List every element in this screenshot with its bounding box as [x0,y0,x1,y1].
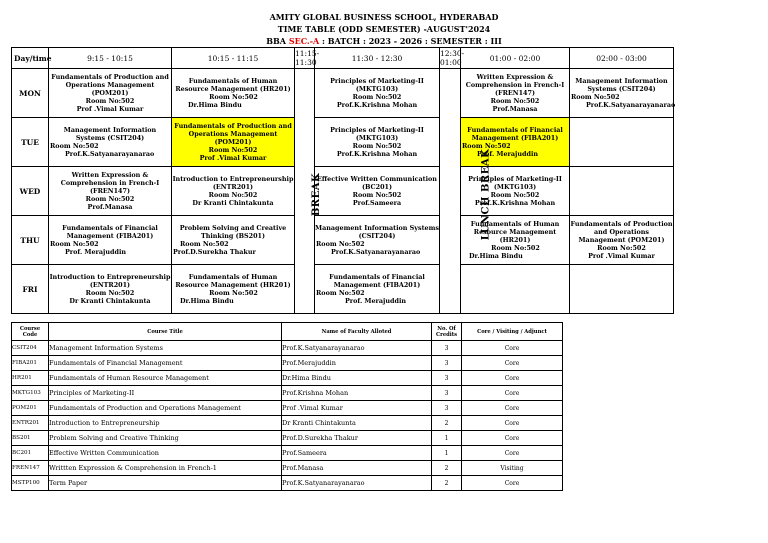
table-row [12,446,563,461]
col-header: Course Title [49,323,282,341]
course-type: Core [462,401,563,416]
table-row [12,431,563,446]
course-type: Core [462,371,563,386]
faculty-name: Prof.D.Surekha Thakur [282,431,432,446]
room: Room No:502 [462,142,511,150]
faculty: Prof .Vimal Kumar [76,105,144,113]
course-type: Core [462,386,563,401]
room: Room No:502 [180,240,229,248]
faculty-name: Dr Kranti Chintakunta [282,416,432,431]
class-cell [570,216,674,265]
course-title: Principles of Marketing-II (MKTG103) [330,77,424,93]
class-cell [461,69,570,118]
faculty: Prof.Manasa [87,203,133,211]
table-row [12,371,563,386]
day-row-thu [12,216,674,265]
col-header: No. Of Credits [432,323,462,341]
credits: 2 [432,461,462,476]
course-title: Introduction to Entrepreneurship (ENTR201) [49,273,171,289]
course-title: Fundamentals of Human Resource Management (HR201) [470,220,560,244]
course-title: Fundamentals of Financial Management [49,356,282,371]
course-code: BS201 [12,431,49,446]
day-row-tue [12,118,674,167]
class-cell [315,118,440,167]
room: Room No:502 [490,97,540,105]
course-code: BC201 [12,446,49,461]
room: Room No:502 [85,195,135,203]
faculty: Prof.K.Satyanarayanarao [65,150,155,158]
class-cell [49,69,172,118]
course-code: FREN147 [12,461,49,476]
course-table [11,322,563,491]
faculty: Prof.Manasa [492,105,538,113]
batch-info: : BATCH : 2023 - 2026 : SEMESTER : III [322,36,502,46]
course-title: Management Information Systems [49,341,282,356]
course-title: Introduction to Entrepreneurship (ENTR201) [172,175,294,191]
faculty: Prof.Sameera [352,199,402,207]
course-title: Fundamentals of Human Resource Management (HR201) [175,77,291,93]
room: Room No:502 [209,93,258,101]
slot-header: 10:15 - 11:15 [172,48,295,69]
course-type: Visiting [462,461,563,476]
faculty: Prof.K.Satyanarayanarao [586,101,676,109]
course-title: Term Paper [49,476,282,491]
table-row [12,341,563,356]
table-row [12,386,563,401]
table-row [12,476,563,491]
room: Room No:502 [490,191,540,199]
credits: 3 [432,386,462,401]
course-type: Core [462,446,563,461]
class-cell [315,216,440,265]
course-title: Problem Solving and Creative Thinking (BS201) [179,224,287,240]
course-code: CSIT204 [12,341,49,356]
faculty: Prof.K.Krishna Mohan [474,199,556,207]
day-label: FRI [12,265,49,314]
room: Room No:502 [571,93,620,101]
faculty-name: Prof.K.Satyanarayanarao [282,341,432,356]
room: Room No:502 [316,240,365,248]
timetable-title: TIME TABLE (ODD SEMESTER) -AUGUST'2024 [277,24,491,34]
timetable-header-row [12,48,674,69]
class-cell [172,69,295,118]
room: Room No:502 [352,191,402,199]
credits: 3 [432,401,462,416]
faculty-name: Prof.Manasa [282,461,432,476]
course-title: Fundamentals of Production and Operations Management [49,401,282,416]
course-title: Fundamentals of Financial Management (FIBA201) [467,126,563,142]
slot-header: 9:15 - 10:15 [49,48,172,69]
program-label: BBA [266,36,287,46]
day-label: MON [12,69,49,118]
empty-cell [461,265,570,314]
class-cell-highlighted [461,118,570,167]
room: Room No:502 [491,244,540,252]
course-type: Core [462,416,563,431]
room: Room No:502 [209,289,258,297]
credits: 2 [432,416,462,431]
break-column [295,69,323,314]
class-cell [172,167,295,216]
room: Room No:502 [208,191,258,199]
credits: 3 [432,371,462,386]
class-cell [49,167,172,216]
slot-header: 11:15-11:30 [295,49,320,67]
faculty-name: Prof.Krishna Mohan [282,386,432,401]
class-cell [315,69,440,118]
course-title: Introduction to Entrepreneurship [49,416,282,431]
empty-cell [570,265,674,314]
course-title: Written Expression & Comprehension in French-I (FREN147) [465,73,565,97]
faculty: Dr Kranti Chintakunta [192,199,274,207]
room: Room No:502 [352,142,402,150]
credits: 3 [432,341,462,356]
course-title: Fundamentals of Human Resource Management (HR201) [175,273,291,289]
course-code: FIBA201 [12,356,49,371]
col-header: Core / Visiting / Adjunct [462,323,563,341]
faculty-name: Dr.Hima Bindu [282,371,432,386]
col-header: Course Code [12,323,49,341]
slot-header: 11:30 - 12:30 [315,48,440,69]
course-code: MSTP100 [12,476,49,491]
day-row-fri [12,265,674,314]
faculty: Prof. Merajuddin [477,150,539,158]
faculty: Prof. Merajuddin [65,248,127,256]
course-title: Management Information Systems (CSIT204) [63,126,157,142]
course-title: Problem Solving and Creative Thinking [49,431,282,446]
room: Room No:502 [50,142,99,150]
faculty: Dr.Hima Bindu [469,252,523,260]
course-title: Management Information Systems (CSIT204) [575,77,668,93]
course-title: Fundamentals of Production and Operations Management (POM201) [174,122,292,146]
class-cell-highlighted [172,118,295,167]
break-label: BREAK [311,172,323,216]
faculty: Dr Kranti Chintakunta [69,297,151,305]
course-table-header [12,323,563,341]
course-title: Fundamentals of Human Resource Management [49,371,282,386]
course-type: Core [462,341,563,356]
faculty-name: Prof.Sameera [282,446,432,461]
slot-header: 02:00 - 03:00 [570,48,674,69]
credits: 2 [432,476,462,491]
class-cell [172,265,295,314]
slot-header: 01:00 - 02:00 [461,48,570,69]
course-table-body [12,341,563,491]
room: Room No:502 [85,97,135,105]
course-title: Writtten Expression & Comprehension in French-1 [49,461,282,476]
course-title: Fundamentals of Financial Management (FIBA201) [329,273,425,289]
class-cell [49,118,172,167]
day-row-mon [12,69,674,118]
day-label: WED [12,167,49,216]
table-row [12,356,563,371]
batch-line [0,35,768,47]
faculty-name: Prof .Vimal Kumar [282,401,432,416]
faculty-name: Prof.Merajuddin [282,356,432,371]
lunch-break-label: LUNCH BREAK [480,148,492,240]
course-type: Core [462,356,563,371]
course-title: Principles of Marketing-II (MKTG103) [330,126,424,142]
course-type: Core [462,431,563,446]
credits: 1 [432,431,462,446]
class-cell [49,265,172,314]
room: Room No:502 [208,146,258,154]
faculty-name: Prof.K.Satyanarayanarao [282,476,432,491]
course-title: Written Expression & Comprehension in French-I (FREN147) [60,171,160,195]
faculty: Dr.Hima Bindu [180,297,234,305]
timetable [11,47,674,314]
table-row [12,416,563,431]
room: Room No:502 [597,244,646,252]
empty-cell [570,167,674,216]
course-type: Core [462,476,563,491]
course-code: ENTR201 [12,416,49,431]
day-row-wed [12,167,674,216]
class-cell [172,216,295,265]
slot-header: 12:30-01:00 [440,49,465,67]
class-cell [49,216,172,265]
course-title: Fundamentals of Production and Operations Management (POM201) [570,220,673,244]
empty-cell [570,118,674,167]
col-header: Name of Faculty Alloted [282,323,432,341]
room: Room No:502 [352,93,402,101]
class-cell [315,167,440,216]
faculty: Prof .Vimal Kumar [199,154,267,162]
room: Room No:502 [50,240,99,248]
table-row [12,461,563,476]
day-label: THU [12,216,49,265]
faculty: Prof.K.Satyanarayanarao [331,248,421,256]
school-name: AMITY GLOBAL BUSINESS SCHOOL, HYDERABAD [269,12,499,22]
course-title: Fundamentals of Financial Management (FIBA201) [62,224,158,240]
room: Room No:502 [316,289,365,297]
room: Room No:502 [85,289,135,297]
credits: 3 [432,356,462,371]
faculty: Prof. Merajuddin [345,297,407,305]
class-cell [461,167,570,216]
course-code: HR201 [12,371,49,386]
faculty: Prof .Vimal Kumar [588,252,655,260]
course-title: Principles of Marketing-II [49,386,282,401]
section-label: SEC.-A [288,36,320,46]
table-row [12,401,563,416]
faculty: Prof.K.Krishna Mohan [336,101,418,109]
course-title: Fundamentals of Production and Operations Management (POM201) [51,73,169,97]
course-title: Effective Written Communication (BC201) [317,175,437,191]
course-code: MKTG103 [12,386,49,401]
class-cell [570,69,674,118]
credits: 1 [432,446,462,461]
faculty: Prof.K.Krishna Mohan [336,150,418,158]
class-cell [315,265,440,314]
faculty: Prof.D.Surekha Thakur [173,248,256,256]
course-code: POM201 [12,401,49,416]
faculty: Dr.Hima Bindu [188,101,242,109]
class-cell [461,216,570,265]
course-title: Management Information Systems (CSIT204) [315,224,439,240]
course-title: Effective Written Communication [49,446,282,461]
day-time-header: Day/time [12,48,49,69]
course-title: Principles of Marketing-II (MKTG103) [468,175,562,191]
day-label: TUE [12,118,49,167]
